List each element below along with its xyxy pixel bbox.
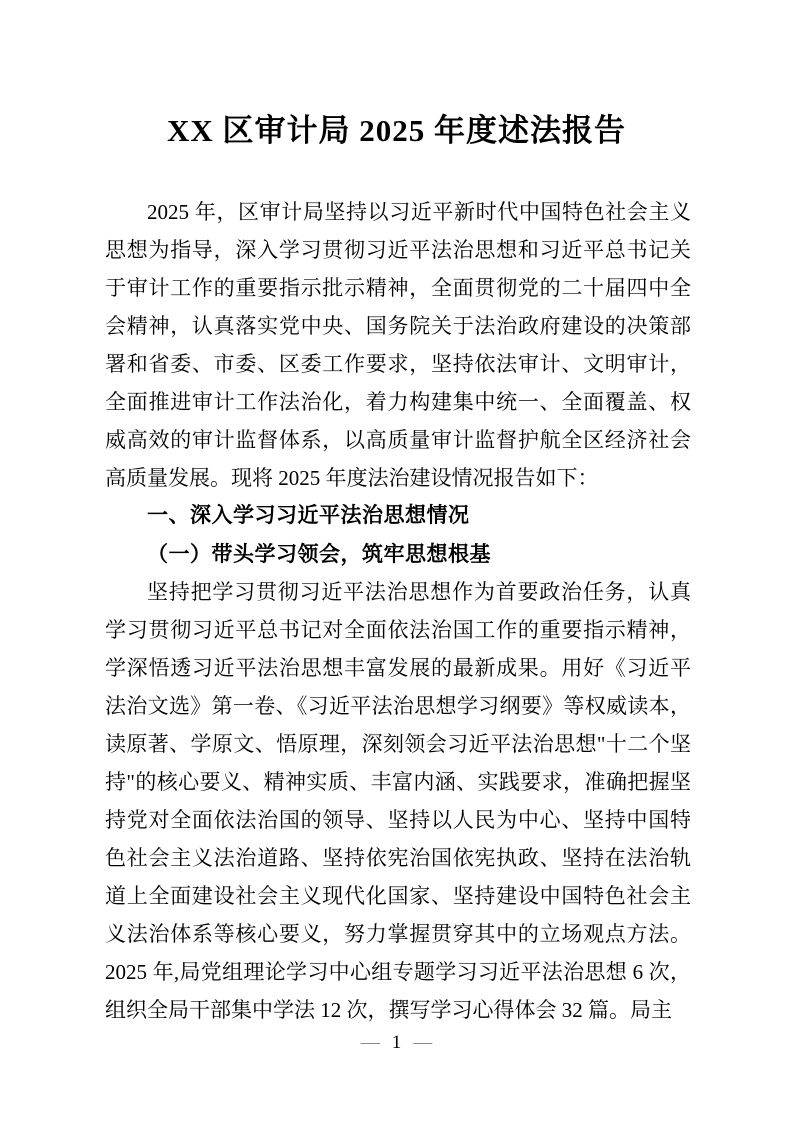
document-title-text: XX 区审计局 2025 年度述法报告 (166, 113, 627, 148)
page-footer (0, 1031, 793, 1055)
paragraph-intro: 2025 年，区审计局坚持以习近平新时代中国特色社会主义思想为指导，深入学习贯彻习近平法治思想和习近平总书记关于审计工作的重要指示批示精神，全面贯彻党的二十届四中全会精神，认真落实党中央、国务院关于法治政府建设的决策部署和省委、市委、区委工作要求，坚持依法审计、文明审计，全面推进审计工作法治化，着力构建集中统一、全面覆盖、权威高效的审计监督体系，以高质量审计监督护航全区经济社会高质量发展。现将 2025 年度法治建设情况报告如下： (105, 200, 691, 490)
paragraph-body: 坚持把学习贯彻习近平法治思想作为首要政治任务，认真学习贯彻习近平总书记对全面依法治国工作的重要指示精神，学深悟透习近平法治思想丰富发展的最新成果。用好《习近平法治文选》第一卷、《习近平法治思想学习纲要》等权威读本，读原著、学原文、悟原理，深刻领会习近平法治思想"十二个坚持"的核心要义、精神实质、丰富内涵、实践要求，准确把握坚持党对全面依法治国的领导、坚持以人民为中心、坚持中国特色社会主义法治道路、坚持依宪治国依宪执政、坚持在法治轨道上全面建设社会主义现代化国家、坚持建设中国特色社会主义法治体系等核心要义，努力掌握贯穿其中的立场观点方法。2025 年,局党组理论学习中心组专题学习习近平法治思想 6 次，组织全局干部集中学法 12 次，撰写学习心得体会 32 篇。局主 (105, 580, 691, 1022)
document-title (0, 0, 793, 153)
page-number: 1 (391, 1032, 402, 1053)
subsection-heading: （一）带头学习领会，筑牢思想根基 (147, 542, 491, 566)
section-heading: 一、深入学习习近平法治思想情况 (147, 504, 470, 527)
footer-dash-left: — (360, 1032, 380, 1053)
footer-dash-right: — (413, 1032, 433, 1053)
document-body (105, 193, 691, 1029)
